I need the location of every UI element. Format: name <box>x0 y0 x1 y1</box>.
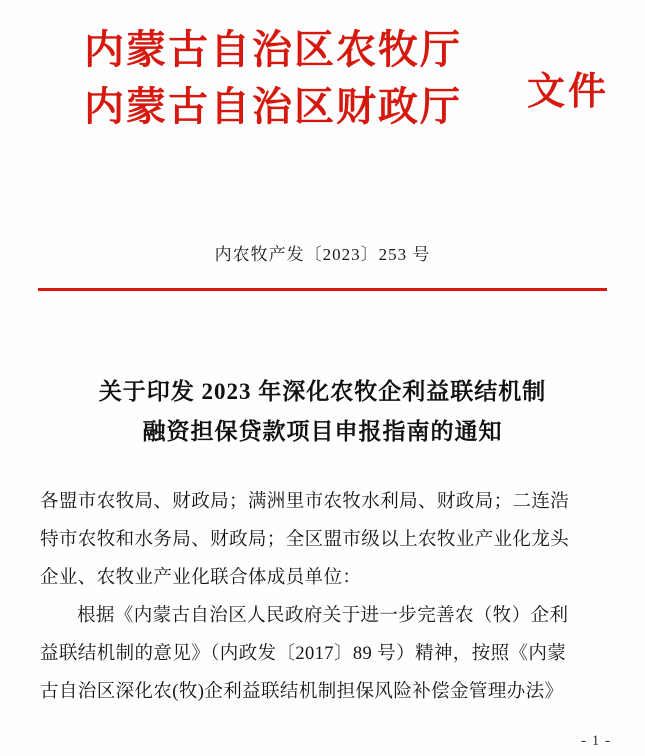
letterhead-line-1: 内蒙古自治区农牧厅 <box>84 27 462 72</box>
document-title <box>44 372 601 453</box>
letterhead-wenjian-mark: 文件 <box>526 71 609 113</box>
letterhead-line-2: 内蒙古自治区财政厅 <box>84 83 462 129</box>
document-body <box>40 484 605 712</box>
document-number: 内农牧产发〔2023〕253 号 <box>214 245 431 264</box>
letterhead-agency-names <box>38 22 508 136</box>
page-number: - 1 - <box>581 733 611 749</box>
body-line: 特市农牧和水务局、财政局；全区盟市级以上农牧业产业化龙头 <box>40 529 570 550</box>
document-title-line-1: 关于印发 2023 年深化农牧企利益联结机制 <box>98 379 547 404</box>
letterhead <box>0 22 645 172</box>
body-line: 各盟市农牧局、财政局；满洲里市农牧水利局、财政局；二连浩 <box>40 492 570 512</box>
body-line: 企业、农牧业产业化联合体成员单位： <box>40 567 362 588</box>
body-line: 益联结机制的意见》（内政发〔2017〕89 号）精神，按照《内蒙 <box>40 643 567 664</box>
document-title-line-2: 融资担保贷款项目申报指南的通知 <box>142 419 503 445</box>
body-line: 根据《内蒙古自治区人民政府关于进一步完善农（牧）企利 <box>77 605 569 626</box>
red-separator-rule <box>38 288 607 291</box>
body-line: 古自治区深化农(牧)企利益联结机制担保风险补偿金管理办法》 <box>40 681 564 702</box>
